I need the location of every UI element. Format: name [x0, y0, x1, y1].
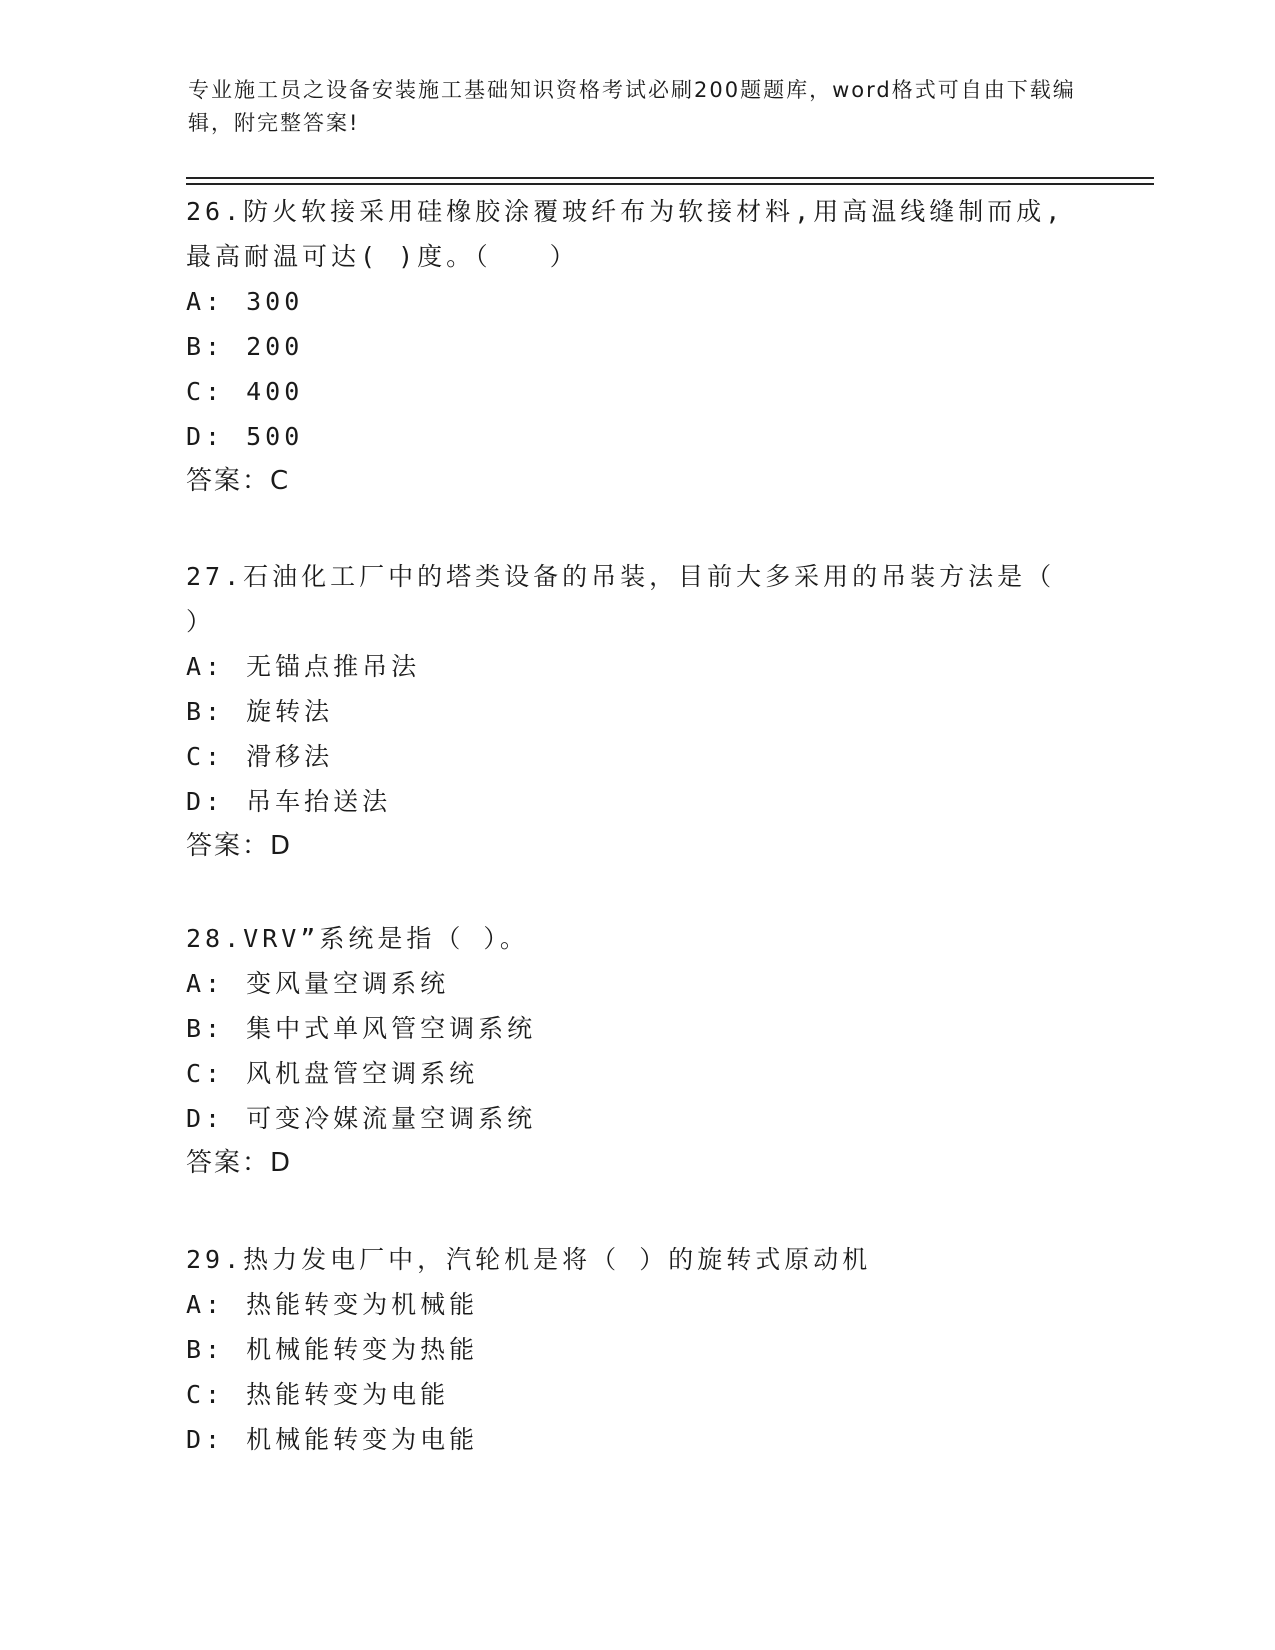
- option-text: 热能转变为电能: [246, 1380, 450, 1409]
- option-key: B:: [186, 697, 225, 726]
- answer-line: 答案：D: [186, 1148, 293, 1178]
- header-divider-top: [186, 177, 1154, 179]
- option-a: [186, 1282, 1086, 1327]
- option-key: C:: [186, 1059, 225, 1088]
- question-stem: 29.热力发电厂中，汽轮机是将（ ）的旋转式原动机: [186, 1245, 872, 1274]
- option-key: A:: [186, 969, 225, 998]
- option-text: 可变冷媒流量空调系统: [246, 1104, 537, 1133]
- answer-line: 答案：C: [186, 466, 291, 496]
- question-stem: 27.石油化工厂中的塔类设备的吊装，目前大多采用的吊装方法是（ ）: [186, 562, 1056, 636]
- answer-line: 答案：D: [186, 831, 293, 861]
- question-28: [186, 916, 1086, 1186]
- option-key: C:: [186, 742, 225, 771]
- option-text: 400: [246, 377, 304, 406]
- option-d: [186, 779, 1086, 824]
- option-text: 旋转法: [246, 697, 334, 726]
- option-key: D:: [186, 1425, 225, 1454]
- option-text: 机械能转变为热能: [246, 1335, 479, 1364]
- option-key: B:: [186, 332, 225, 361]
- option-text: 无锚点推吊法: [246, 652, 421, 681]
- option-key: D:: [186, 1104, 225, 1133]
- option-text: 集中式单风管空调系统: [246, 1014, 537, 1043]
- option-b: [186, 1327, 1086, 1372]
- option-key: C:: [186, 1380, 225, 1409]
- option-key: D:: [186, 787, 225, 816]
- option-c: [186, 369, 1086, 414]
- option-c: [186, 1372, 1086, 1417]
- option-key: C:: [186, 377, 225, 406]
- option-a: [186, 961, 1086, 1006]
- question-26: [186, 189, 1086, 504]
- question-stem: 26.防火软接采用硅橡胶涂覆玻纤布为软接材料,用高温线缝制而成,最高耐温可达( )度。（ ）: [186, 197, 1065, 271]
- option-key: A:: [186, 652, 225, 681]
- question-27: [186, 554, 1086, 869]
- option-text: 机械能转变为电能: [246, 1425, 479, 1454]
- option-d: [186, 1417, 1086, 1462]
- option-text: 500: [246, 422, 304, 451]
- option-key: B:: [186, 1014, 225, 1043]
- question-stem: 28.VRV”系统是指（ ）。: [186, 924, 529, 953]
- document-header: 专业施工员之设备安装施工基础知识资格考试必刷200题题库，word格式可自由下载编辑，附完整答案!: [188, 78, 1076, 135]
- option-text: 风机盘管空调系统: [246, 1059, 479, 1088]
- option-b: [186, 324, 1086, 369]
- option-key: A:: [186, 287, 225, 316]
- option-key: B:: [186, 1335, 225, 1364]
- option-key: A:: [186, 1290, 225, 1319]
- option-c: [186, 1051, 1086, 1096]
- option-a: [186, 279, 1086, 324]
- option-text: 热能转变为机械能: [246, 1290, 479, 1319]
- option-text: 吊车抬送法: [246, 787, 392, 816]
- option-key: D:: [186, 422, 225, 451]
- option-a: [186, 644, 1086, 689]
- option-d: [186, 1096, 1086, 1141]
- header-divider-bottom: [186, 183, 1154, 185]
- option-text: 200: [246, 332, 304, 361]
- option-b: [186, 1006, 1086, 1051]
- option-c: [186, 734, 1086, 779]
- option-d: [186, 414, 1086, 459]
- option-text: 300: [246, 287, 304, 316]
- option-b: [186, 689, 1086, 734]
- question-29: [186, 1237, 1086, 1462]
- option-text: 滑移法: [246, 742, 334, 771]
- option-text: 变风量空调系统: [246, 969, 450, 998]
